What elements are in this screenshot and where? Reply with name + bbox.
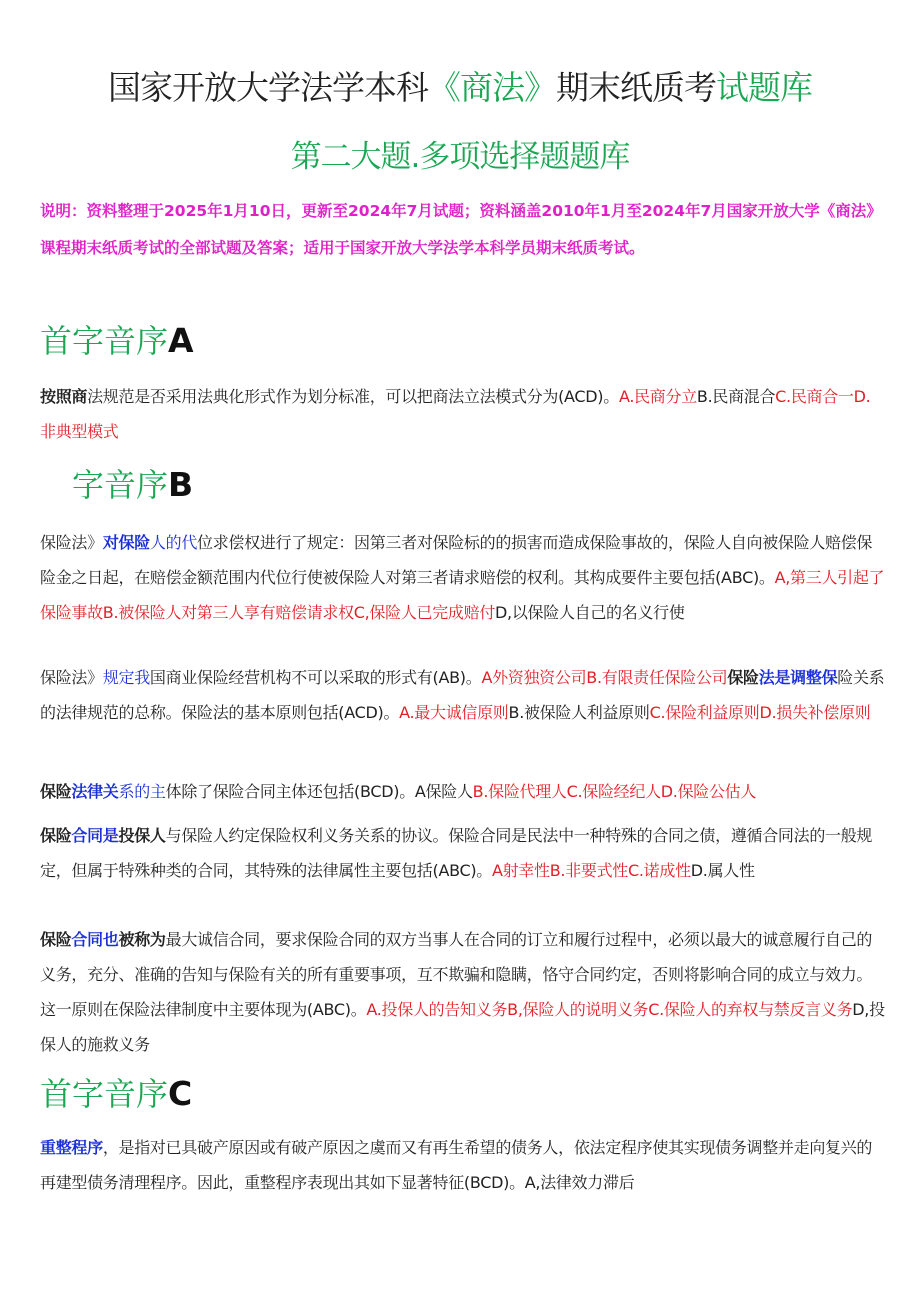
title-part: 国家开放大学法学本科 bbox=[108, 68, 428, 107]
title-course-name: 《商法》 bbox=[428, 68, 556, 107]
description-note: 说明：资料整理于2025年1月10日，更新至2024年7月试题；资料涵盖2010年1月至2024年7月国家开放大学《商法》课程期末纸质考试的全部试题及答案；适用于国家开放大学法学本科学员期末纸质考试。 bbox=[40, 202, 882, 257]
section-heading-c: 首字音序C bbox=[40, 1074, 193, 1113]
document-subtitle: 第二大题.多项选择题题库 bbox=[290, 139, 630, 175]
question-7: 保险合同也被称为最大诚信合同，要求保险合同的双方当事人在合同的订立和履行过程中，必须以最大的诚意履行自己的义务，充分、准确的告知与保险有关的所有重要事项，互不欺骗和隐瞒，恪守合同约定，否则将影响合同的成立与效力。这一原则在保险法律制度中主要体现为(ABC)。A.投保人的告知义务B,保险人的说明义务C.保险人的弃权与禁反言义务D,投保人的施救义务 bbox=[40, 930, 885, 1054]
question-5: 保险法律关系的主体除了保险合同主体还包括(BCD)。A保险人B.保险代理人C.保险经纪人D.保险公估人 bbox=[40, 782, 757, 801]
question-2: 保险法》对保险人的代位求偿权进行了规定：因第三者对保险标的的损害而造成保险事故的，保险人自向被保险人赔偿保险金之日起，在赔偿金额范围内代位行使被保险人对第三者请求赔偿的权利。其构成要件主要包括(ABC)。A,第三人引起了保险事故B.被保险人对第三人享有赔偿请求权C,保险人已完成赔付D,以保险人自己的名义行使 bbox=[40, 533, 885, 622]
question-8: 重整程序，是指对已具破产原因或有破产原因之虞而又有再生希望的债务人，依法定程序使其实现债务调整并走向复兴的再建型债务清理程序。因此，重整程序表现出其如下显著特征(BCD)。A,法律效力滞后 bbox=[40, 1138, 873, 1192]
title-part: 试题库 bbox=[716, 68, 812, 107]
section-heading-b: 字音序B bbox=[72, 465, 194, 504]
question-6: 保险合同是投保人与保险人约定保险权利义务关系的协议。保险合同是民法中一种特殊的合同之债，遵循合同法的一般规定，但属于特殊种类的合同，其特殊的法律属性主要包括(ABC)。A射幸性B.非要式性C.诺成性D.属人性 bbox=[40, 826, 873, 880]
question-1: 按照商法规范是否采用法典化形式作为划分标准，可以把商法立法模式分为(ACD)。A.民商分立B.民商混合C.民商合一D.非典型模式 bbox=[40, 387, 871, 441]
section-heading-a: 首字音序A bbox=[40, 321, 194, 360]
title-part: 期末纸质考 bbox=[556, 68, 716, 107]
question-3-4: 保险法》规定我国商业保险经营机构不可以采取的形式有(AB)。A外资独资公司B.有限责任保险公司保险法是调整保险关系的法律规范的总称。保险法的基本原则包括(ACD)。A.最大诚信原则B.被保险人利益原则C.保险利益原则D.损失补偿原则 bbox=[40, 668, 885, 722]
document-title bbox=[0, 66, 920, 110]
